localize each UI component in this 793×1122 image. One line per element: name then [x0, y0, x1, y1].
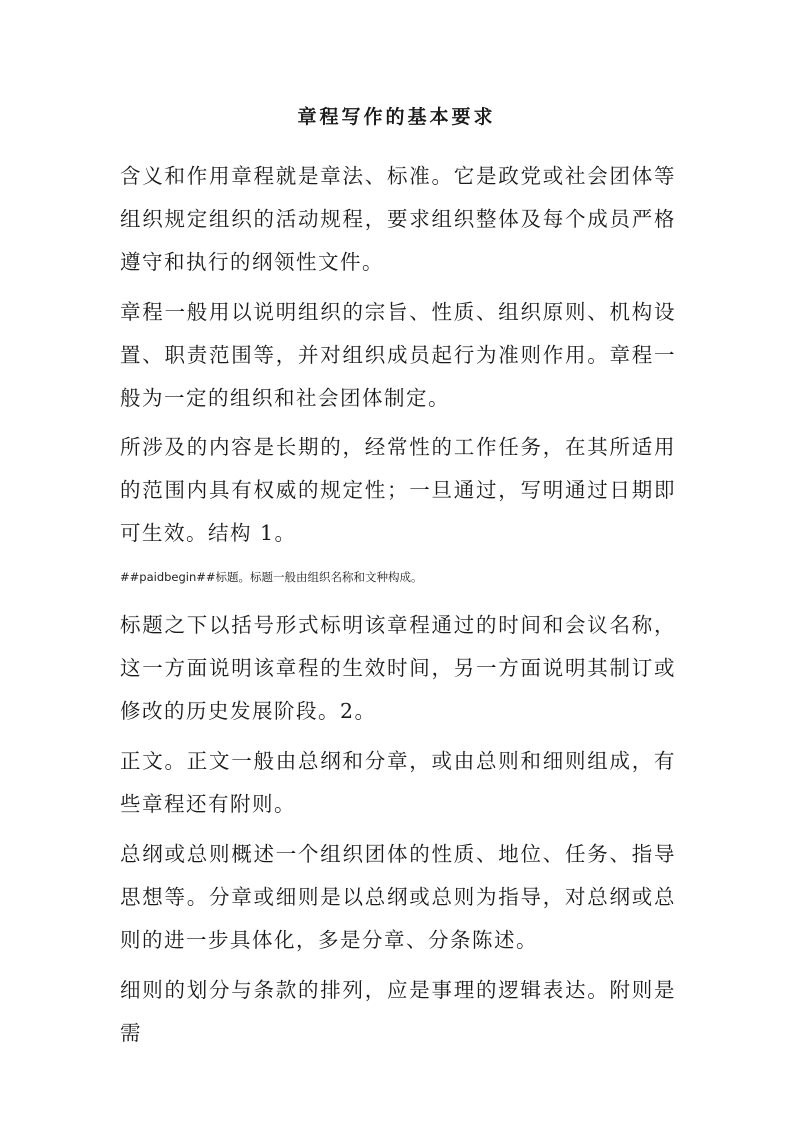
- paragraph-body: 正文。正文一般由总纲和分章，或由总则和细则组成，有些章程还有附则。: [120, 749, 676, 816]
- paragraph-validity: 所涉及的内容是长期的，经常性的工作任务，在其所适用的范围内具有权威的规定性；一旦通过，写明通过日期即可生效。结构 1。: [120, 435, 676, 545]
- paragraph-definition: 含义和作用章程就是章法、标准。它是政党或社会团体等组织规定组织的活动规程，要求组织整体及每个成员严格遵守和执行的纲领性文件。: [120, 164, 676, 274]
- document-title: 章程写作的基本要求: [297, 106, 496, 128]
- paragraph-title-note: ##paidbegin##标题。标题一般由组织名称和文种构成。: [120, 570, 423, 584]
- paragraph-purpose: 章程一般用以说明组织的宗旨、性质、组织原则、机构设置、职责范围等，并对组织成员起行为准则作用。章程一般为一定的组织和社会团体制定。: [120, 300, 676, 410]
- paragraph-title-detail: 标题之下以括号形式标明该章程通过的时间和会议名称，这一方面说明该章程的生效时间，另一方面说明其制订或修改的历史发展阶段。2。: [120, 613, 676, 723]
- paragraph-general-rules: 总纲或总则概述一个组织团体的性质、地位、任务、指导思想等。分章或细则是以总纲或总则为指导，对总纲或总则的进一步具体化，多是分章、分条陈述。: [120, 842, 676, 952]
- paragraph-detail-rules: 细则的划分与条款的排列，应是事理的逻辑表达。附则是需: [120, 978, 676, 1045]
